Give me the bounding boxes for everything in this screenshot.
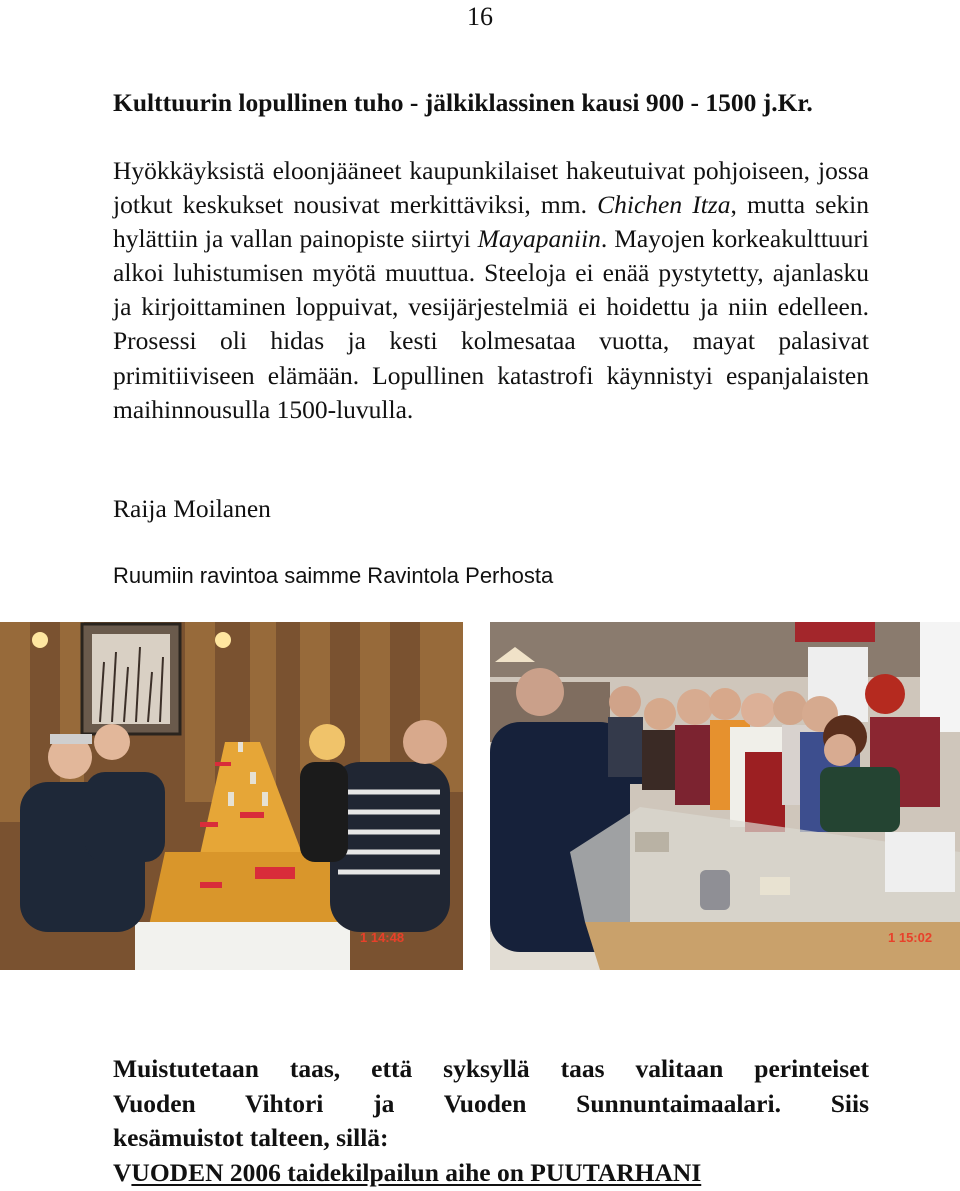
body-text-2: , mutta sekin hylättiin ja vallan painopiste siirtyi xyxy=(113,190,869,254)
article-author: Raija Moilanen xyxy=(113,494,271,523)
reminder-contest-theme: UODEN 2006 taidekilpailun aihe on PUUTARHANI xyxy=(131,1157,702,1187)
restaurant-table-photo xyxy=(0,622,463,970)
contest-reminder xyxy=(113,1052,869,1190)
right-photo-timestamp: 1 15:02 xyxy=(888,930,933,945)
reminder-line-1: Muistutetaan taas, että syksyllä taas valitaan perinteiset xyxy=(113,1054,869,1083)
reminder-line-2: Vuoden Vihtori ja Vuoden Sunnuntaimaalari. Siis xyxy=(113,1088,869,1118)
left-photo-timestamp: 1 14:48 xyxy=(360,930,405,945)
reminder-contest-theme-prefix: V xyxy=(113,1157,132,1187)
body-text-1: Hyökkäyksistä eloonjääneet kaupunkilaiset hakeutuivat pohjoiseen, jossa jotkut keskukset nousivat merkittäviksi, mm. xyxy=(113,156,869,220)
article-body xyxy=(113,154,869,427)
photo-caption: Ruumiin ravintoa saimme Ravintola Perhosta xyxy=(113,563,554,588)
article-title: Kulttuurin lopullinen tuho - jälkiklassinen kausi 900 - 1500 j.Kr. xyxy=(113,88,813,117)
place-name-mayapan: Mayapaniin xyxy=(477,224,601,254)
body-text-3: . Mayojen korkeakulttuuri alkoi luhistumisen myötä muuttua. Steeloja ei enää pystytetty, ajanlasku ja kirjoittaminen loppuivat, vesijärjestelmiä ei hoidettu ja niin edelleen. Prosessi oli hidas ja kesti kolmesataa vuotta, mayat palasivat primitiiviseen elämään. Lopullinen katastrofi käynnistyi espanjalaisten maihinnousulla 1500-luvulla. xyxy=(113,224,869,424)
reminder-line-4 xyxy=(113,1156,869,1191)
reminder-line-3: kesämuistot talteen, sillä: xyxy=(113,1123,389,1152)
place-name-chichen-itza: Chichen Itza xyxy=(597,190,731,220)
page-number: 16 xyxy=(467,2,493,31)
buffet-counter-photo xyxy=(490,622,960,970)
